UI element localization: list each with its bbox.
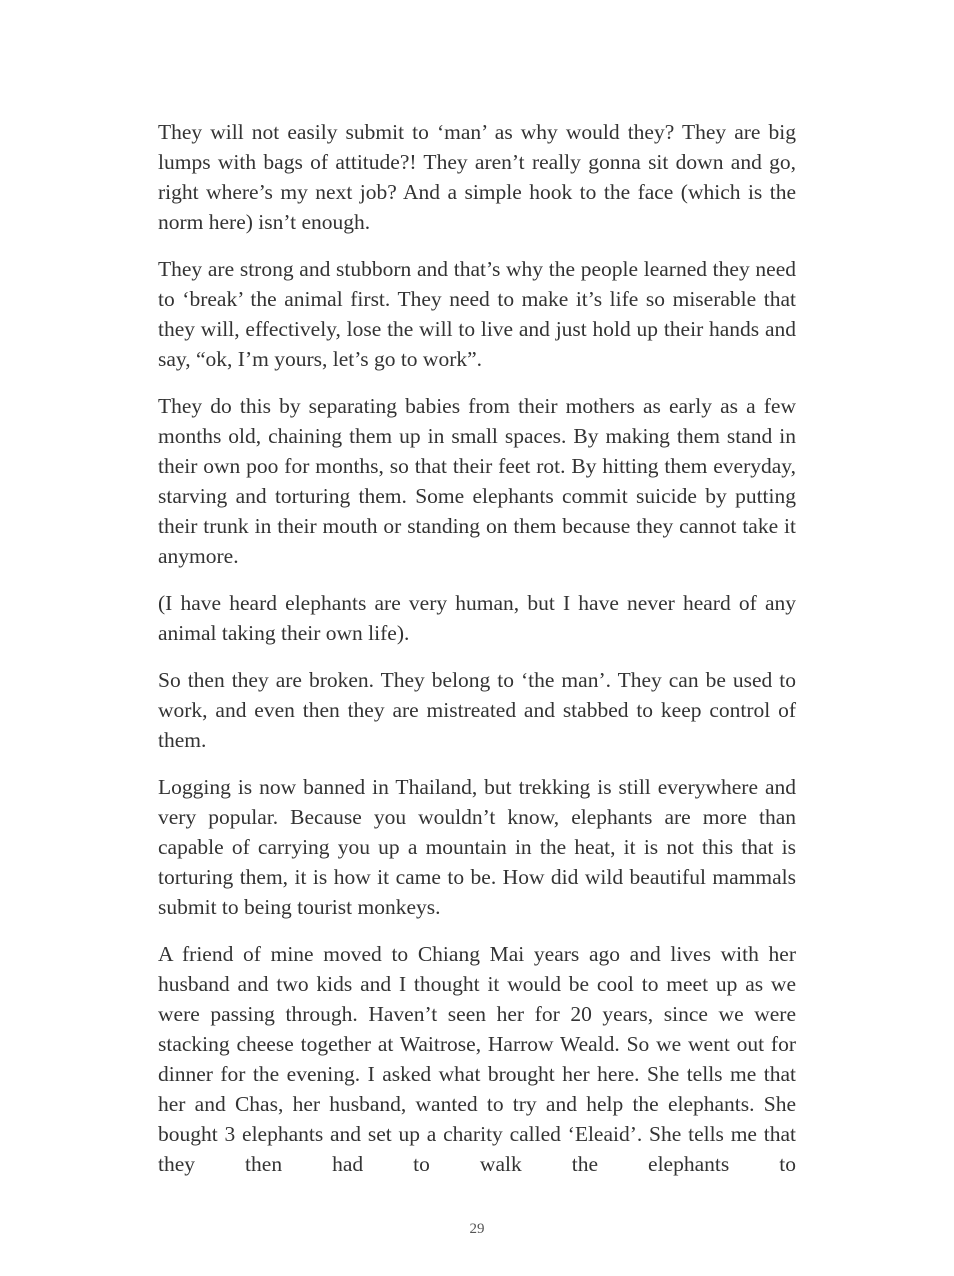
page-body bbox=[158, 117, 796, 1196]
paragraph-continued: A friend of mine moved to Chiang Mai years ago and lives with her husband and two kids and I thought it would be cool to meet up as we were passing through. Haven’t seen her for 20 years, since we were stacking cheese together at Waitrose, Harrow Weald. So we went out for dinner for the evening. I asked what brought her here. She tells me that her and Chas, her husband, wanted to try and help the elephants. She bought 3 elephants and set up a charity called ‘Eleaid’. She tells me that they then had to walk the elephants to bbox=[158, 942, 796, 1176]
paragraph: So then they are broken. They belong to ‘the man’. They can be used to work, and even then they are mistreated and stabbed to keep control of them. bbox=[158, 668, 796, 752]
paragraph: Logging is now banned in Thailand, but trekking is still everywhere and very popular. Because you wouldn’t know, elephants are more than capable of carrying you up a mountain in the heat, it is not this that is torturing them, it is how it came to be. How did wild beautiful mammals submit to being tourist monkeys. bbox=[158, 775, 796, 919]
paragraph: They are strong and stubborn and that’s why the people learned they need to ‘break’ the animal first. They need to make it’s life so miserable that they will, effectively, lose the will to live and just hold up their hands and say, “ok, I’m yours, let’s go to work”. bbox=[158, 257, 796, 371]
paragraph: They do this by separating babies from their mothers as early as a few months old, chaining them up in small spaces. By making them stand in their own poo for months, so that their feet rot. By hitting them everyday, starving and torturing them. Some elephants commit suicide by putting their trunk in their mouth or standing on them because they cannot take it anymore. bbox=[158, 394, 796, 568]
paragraph: They will not easily submit to ‘man’ as why would they? They are big lumps with bags of attitude?! They aren’t really gonna sit down and go, right where’s my next job? And a simple hook to the face (which is the norm here) isn’t enough. bbox=[158, 120, 796, 234]
page-number: 29 bbox=[469, 1221, 485, 1237]
paragraph: (I have heard elephants are very human, but I have never heard of any animal taking their own life). bbox=[158, 591, 796, 645]
